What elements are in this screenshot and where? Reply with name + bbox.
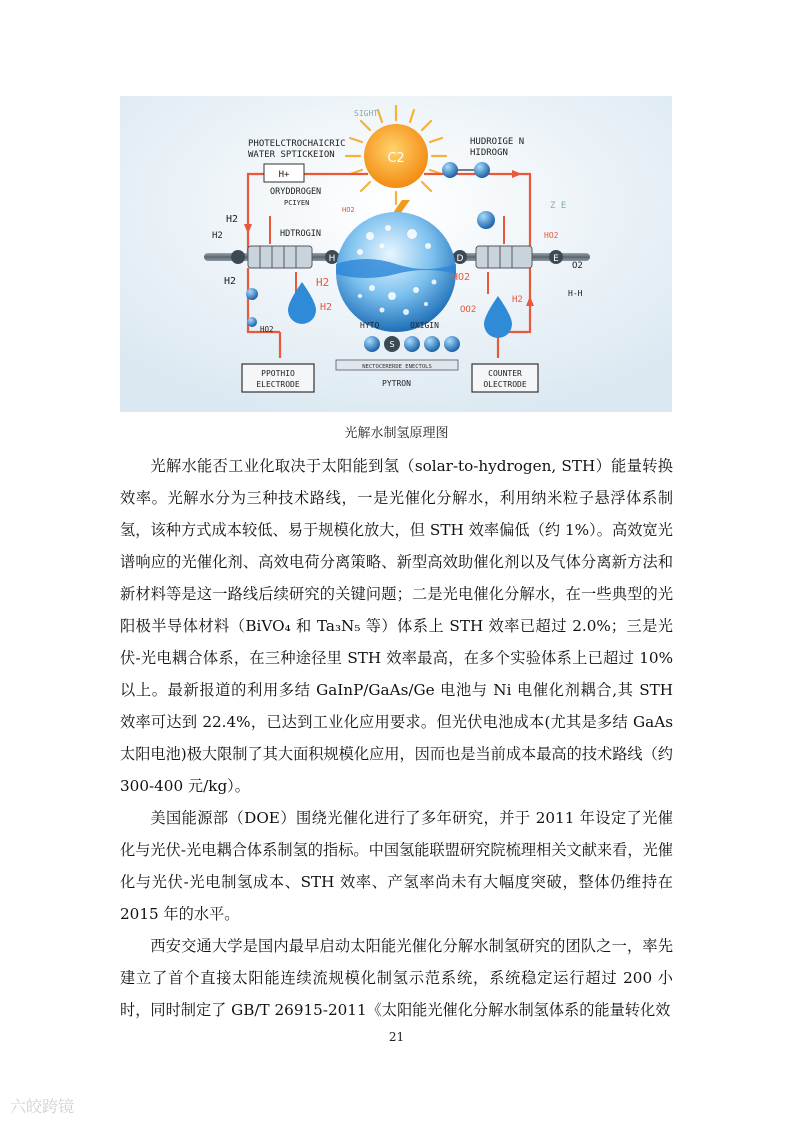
left-box-line2: ELECTRODE — [256, 380, 300, 389]
label-hydrogen-line2: HIDROGN — [470, 148, 508, 158]
watermark: 六皎跨镜 — [10, 1097, 75, 1116]
diagram-figure — [120, 96, 672, 412]
label-ho2-red-right: HO2 — [452, 272, 471, 283]
label-ho2-bottom: HO2 — [260, 325, 274, 334]
label-o2-right: O2 — [572, 261, 583, 271]
label-title-line1: PHOTELCTROCHAICRIC — [248, 139, 346, 149]
label-title-line2: WATER SPTICKEION — [248, 150, 335, 160]
paragraph-2: 美国能源部（DOE）围绕光催化进行了多年研究，并于 2011 年设定了光催化与光伏-光电耦合体系制氢的指标。中国氢能联盟研究院梳理相关文献来看，光催化与光伏-光电制氢成本、STH 效率、产氢率尚未有大幅度突破，整体仍维持在 2015 年的水平。 — [120, 809, 673, 923]
label-ze: Z E — [550, 201, 567, 211]
label-hydrogen-line1: HUDROIGE N — [470, 137, 525, 147]
label-h2-red-right: H2 — [512, 295, 523, 305]
label-sight: SIGHT — [354, 109, 379, 118]
paragraph-1: 光解水能否工业化取决于太阳能到氢（solar-to-hydrogen, STH）能量转换效率。光解水分为三种技术路线，一是光催化分解水，利用纳米粒子悬浮体系制氢，该种方式成本较低、易于规模化放大，但 STH 效率偏低（约 1%）。高效宽光谱响应的光催化剂、高效电荷分离策略、新型高效助催化剂以及气体分离新方法和新材料等是这一路线后续研究的关键问题；二是光电催化分解水，在一些典型的光阳极半导体材料（BiVO₄ 和 Ta₃N₅ 等）体系上 STH 效率已超过 2.0%；三是光伏-光电耦合体系，在三种途径里 STH 效率最高，在多个实验体系上已超过 10% 以上。最新报道的利用多结 GaInP/GaAs/Ge 电池与 Ni 电催化剂耦合,其 STH 效率可达到 22.4%，已达到工业化应用要求。但光伏电池成本(尤其是多结 GaAs 太阳电池)极大限制了其大面积规模化应用，因而也是当前成本最高的技术路线（约 300-400 元/kg）。 — [120, 457, 673, 795]
label-orydrogen-line1: ORYDDROGEN — [270, 187, 322, 197]
label-ho2-top: HO2 — [342, 206, 355, 214]
right-box-line1: COUNTER — [488, 369, 522, 378]
sun-label: C2 — [387, 151, 405, 166]
label-h2-a: H2 — [226, 214, 239, 225]
label-h2-red-left2: H2 — [320, 302, 333, 313]
hplus-label: H+ — [278, 170, 290, 180]
label-orydrogen-line2: PCIYEN — [284, 199, 310, 207]
plate-label: NECTOCERERDE ENECTOLS — [362, 364, 432, 370]
label-hytq: HYTQ — [360, 321, 380, 330]
node-h-label: H — [328, 254, 336, 264]
node-d-label: D — [456, 254, 464, 264]
label-h2-b: H2 — [212, 231, 223, 241]
label-pytron: PYTRON — [382, 379, 411, 388]
page-number: 21 — [388, 1030, 405, 1044]
label-oo2: OO2 — [460, 305, 477, 315]
label-hdtrogin: HDTROGIN — [280, 229, 321, 239]
label-h2-c: H2 — [224, 276, 237, 287]
right-electrode-block — [476, 246, 532, 268]
left-box-line1: PPOTHIO — [261, 369, 295, 378]
photoelectrochemical-diagram — [120, 96, 672, 412]
figure-caption: 光解水制氢原理图 — [344, 426, 449, 441]
right-box-line2: OLECTRODE — [483, 380, 527, 389]
left-electrode-block — [248, 246, 312, 268]
molecule-s-label: S — [389, 340, 395, 349]
paragraph-3: 西安交通大学是国内最早启动太阳能光催化分解水制氢研究的团队之一，率先建立了首个直接太阳能连续流规模化制氢示范系统，系统稳定运行超过 200 小时，同时制定了 GB/T 26915-2011《太阳能光催化分解水制氢体系的能量转化效 — [120, 937, 673, 1019]
label-h2-red-left: H2 — [316, 276, 330, 289]
body-text — [120, 450, 673, 1026]
node-e-label: E — [553, 254, 559, 264]
label-ho2-right: HO2 — [544, 231, 559, 240]
label-hh: H-H — [568, 289, 583, 298]
label-oxigin: OXIGIN — [410, 321, 439, 330]
